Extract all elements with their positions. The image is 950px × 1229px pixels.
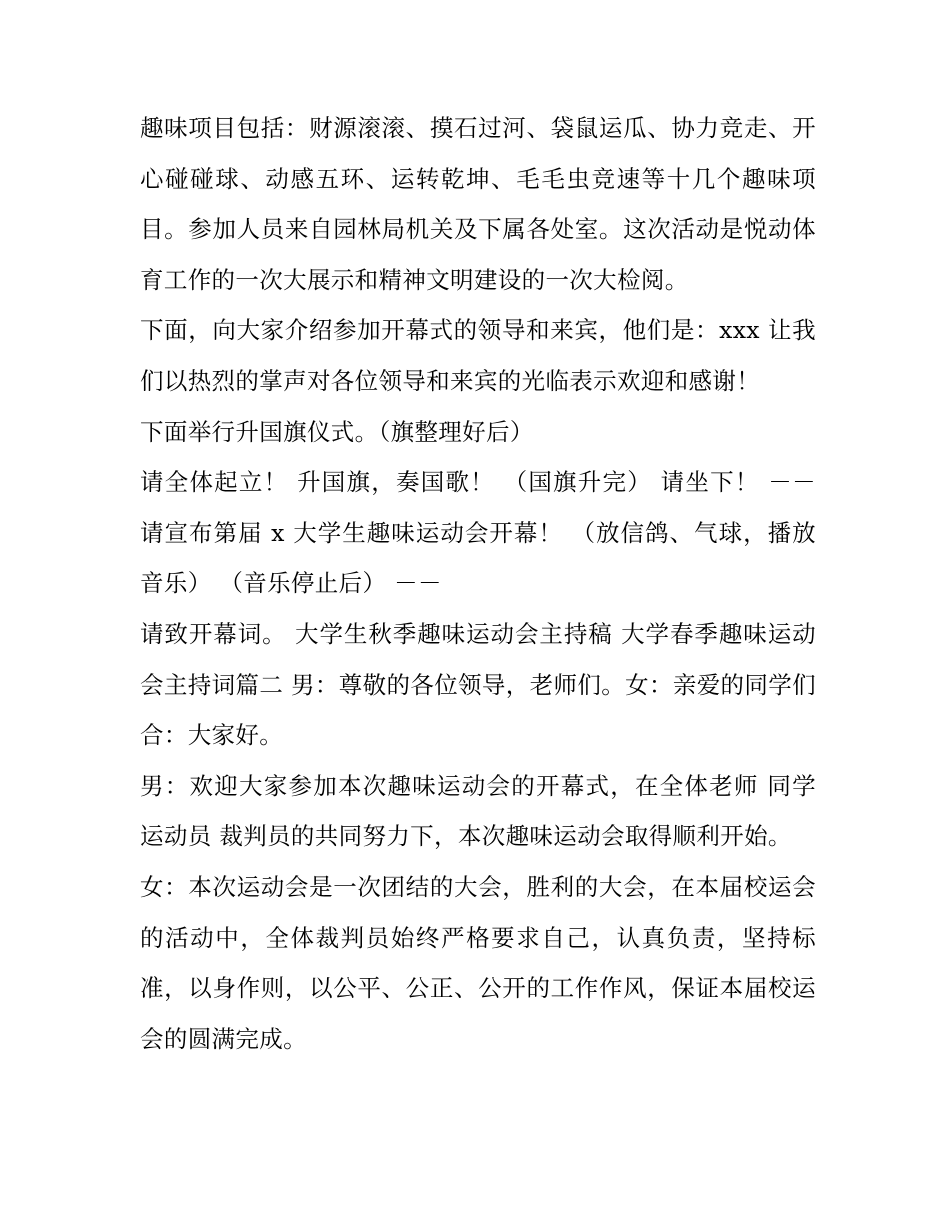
paragraph-event-items: 趣味项目包括：财源滚滚、摸石过河、袋鼠运瓜、协力竞走、开心碰碰球、动感五环、运转乾坤、毛毛虫竞速等十几个趣味项目。参加人员来自园林局机关及下属各处室。这次活动是悦动体育工作的一次大展示和精神文明建设的一次大检阅。 bbox=[140, 114, 816, 294]
document-body bbox=[140, 103, 816, 1064]
paragraph-introduce-guests: 下面，向大家介绍参加开幕式的领导和来宾，他们是：xxx 让我们以热烈的掌声对各位领导和来宾的光临表示欢迎和感谢！ bbox=[140, 316, 816, 395]
paragraph-flag-ceremony: 下面举行升国旗仪式。（旗整理好后） bbox=[140, 417, 534, 446]
paragraph-male-host: 男：欢迎大家参加本次趣味运动会的开幕式，在全体老师 同学 运动员 裁判员的共同努力下，本次趣味运动会取得顺利开始。 bbox=[140, 771, 816, 851]
paragraph-female-host: 女：本次运动会是一次团结的大会，胜利的大会，在本届校运会的活动中，全体裁判员始终严格要求自己，认真负责，坚持标准，以身作则，以公平、公正、公开的工作作风，保证本届校运会的圆满完成。 bbox=[140, 872, 816, 1053]
paragraph-opening-speech: 请致开幕词。 大学生秋季趣味运动会主持稿 大学春季趣味运动会主持词篇二 男：尊敬的各位领导，老师们。女：亲爱的同学们 合：大家好。 bbox=[140, 619, 816, 750]
paragraph-anthem-opening: 请全体起立！ 升国旗，奏国歌！ （国旗升完） 请坐下！ －－ 请宣布第届 x 大学生趣味运动会开幕！ （放信鸽、气球，播放音乐） （音乐停止后） －－ bbox=[140, 468, 816, 598]
